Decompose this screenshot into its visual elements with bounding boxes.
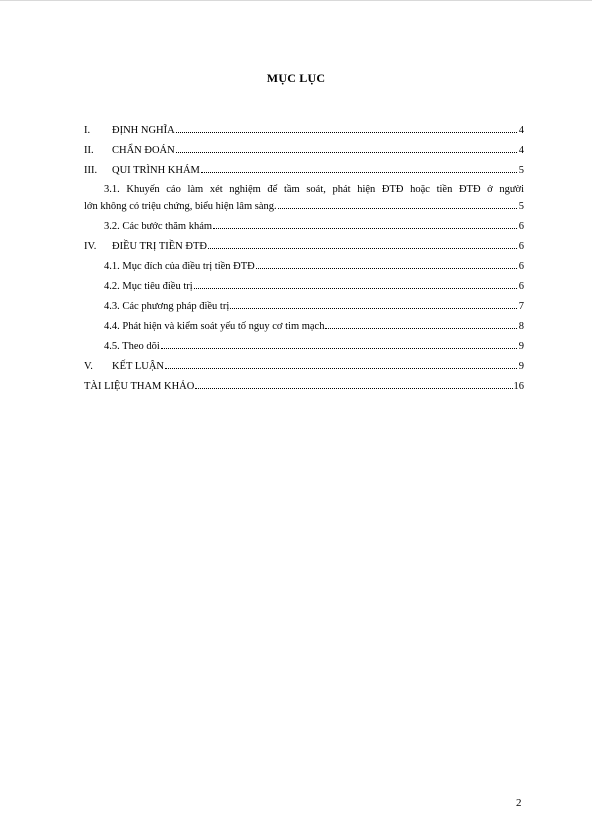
toc-entry-dieu-tri-tien-dtd[interactable]: [84, 239, 524, 259]
toc-entry-page: 6: [518, 241, 524, 252]
toc-entry-label: ĐIỀU TRỊ TIỀN ĐTĐ: [112, 241, 207, 252]
toc-entry-label: 4.4. Phát hiện và kiểm soát yếu tố nguy cơ tim mạch: [104, 321, 325, 332]
toc-entry-label: 4.5. Theo dõi: [104, 341, 160, 352]
toc-entry-label: 4.2. Mục tiêu điều trị: [104, 281, 193, 292]
toc-entry-chan-doan[interactable]: [84, 143, 524, 163]
toc-entry-number: III.: [84, 165, 98, 176]
toc-entry-page: 6: [518, 261, 524, 272]
toc-title: MỤC LỤC: [266, 71, 326, 85]
toc-entry-qui-trinh-kham[interactable]: [84, 163, 524, 183]
table-of-contents: [84, 123, 524, 399]
toc-entry-number: V.: [84, 361, 93, 372]
toc-entry-page: 5: [518, 201, 524, 212]
toc-entry-label: 3.1. Khuyến cáo làm xét nghiệm để tầm soát, phát hiện ĐTĐ hoặc tiền ĐTĐ ở người: [104, 184, 524, 195]
toc-leader-dots: [176, 123, 517, 133]
toc-entry-number: II.: [84, 145, 94, 156]
toc-entry-page: 4: [518, 145, 524, 156]
toc-entry-label: 4.1. Mục đích của điều trị tiền ĐTĐ: [104, 261, 255, 272]
toc-leader-dots: [176, 143, 517, 153]
toc-entry-page: 6: [518, 281, 524, 292]
toc-entry-page: 5: [518, 165, 524, 176]
toc-entry-number: IV.: [84, 241, 97, 252]
toc-entry-dinh-nghia[interactable]: [84, 123, 524, 143]
toc-entry-page: 9: [518, 361, 524, 372]
toc-leader-dots: [256, 259, 517, 269]
toc-entry-page: 4: [518, 125, 524, 136]
page-number: 2: [516, 797, 522, 809]
toc-entry-theo-doi[interactable]: [84, 339, 524, 359]
toc-leader-dots: [208, 239, 517, 249]
toc-entry-tai-lieu[interactable]: [84, 379, 524, 399]
toc-entry-label: ĐỊNH NGHĨA: [112, 125, 175, 136]
toc-leader-dots: [213, 219, 517, 229]
toc-entry-muc-dich[interactable]: [84, 259, 524, 279]
toc-entry-label: TÀI LIỆU THAM KHẢO: [84, 381, 195, 392]
toc-entry-muc-tieu[interactable]: [84, 279, 524, 299]
toc-entry-label-continued: lớn không có triệu chứng, biểu hiện lâm sàng.: [84, 201, 277, 212]
toc-entry-label: CHẨN ĐOÁN: [112, 145, 175, 156]
toc-entry-page: 8: [518, 321, 524, 332]
toc-entry-page: 7: [518, 301, 524, 312]
toc-entry-page: 16: [513, 381, 524, 392]
toc-entry-cac-buoc-tham-kham[interactable]: [84, 219, 524, 239]
toc-entry-yeu-to-nguy-co[interactable]: [84, 319, 524, 339]
toc-entry-number: I.: [84, 125, 91, 136]
toc-entry-phuong-phap[interactable]: [84, 299, 524, 319]
toc-leader-dots: [278, 199, 517, 209]
toc-leader-dots: [161, 339, 517, 349]
toc-entry-page: 9: [518, 341, 524, 352]
toc-entry-label: 3.2. Các bước thăm khám: [104, 221, 213, 232]
toc-leader-dots: [194, 279, 517, 289]
toc-entry-label: 4.3. Các phương pháp điều trị: [104, 301, 230, 312]
toc-entry-label: KẾT LUẬN: [112, 361, 165, 372]
toc-leader-dots: [325, 319, 517, 329]
toc-entry-khuyen-cao[interactable]: [84, 183, 524, 219]
toc-entry-label: QUI TRÌNH KHÁM: [112, 165, 200, 176]
toc-leader-dots: [195, 379, 512, 389]
toc-leader-dots: [230, 299, 517, 309]
toc-entry-ket-luan[interactable]: [84, 359, 524, 379]
toc-entry-page: 6: [518, 221, 524, 232]
toc-leader-dots: [201, 163, 517, 173]
toc-leader-dots: [165, 359, 517, 369]
